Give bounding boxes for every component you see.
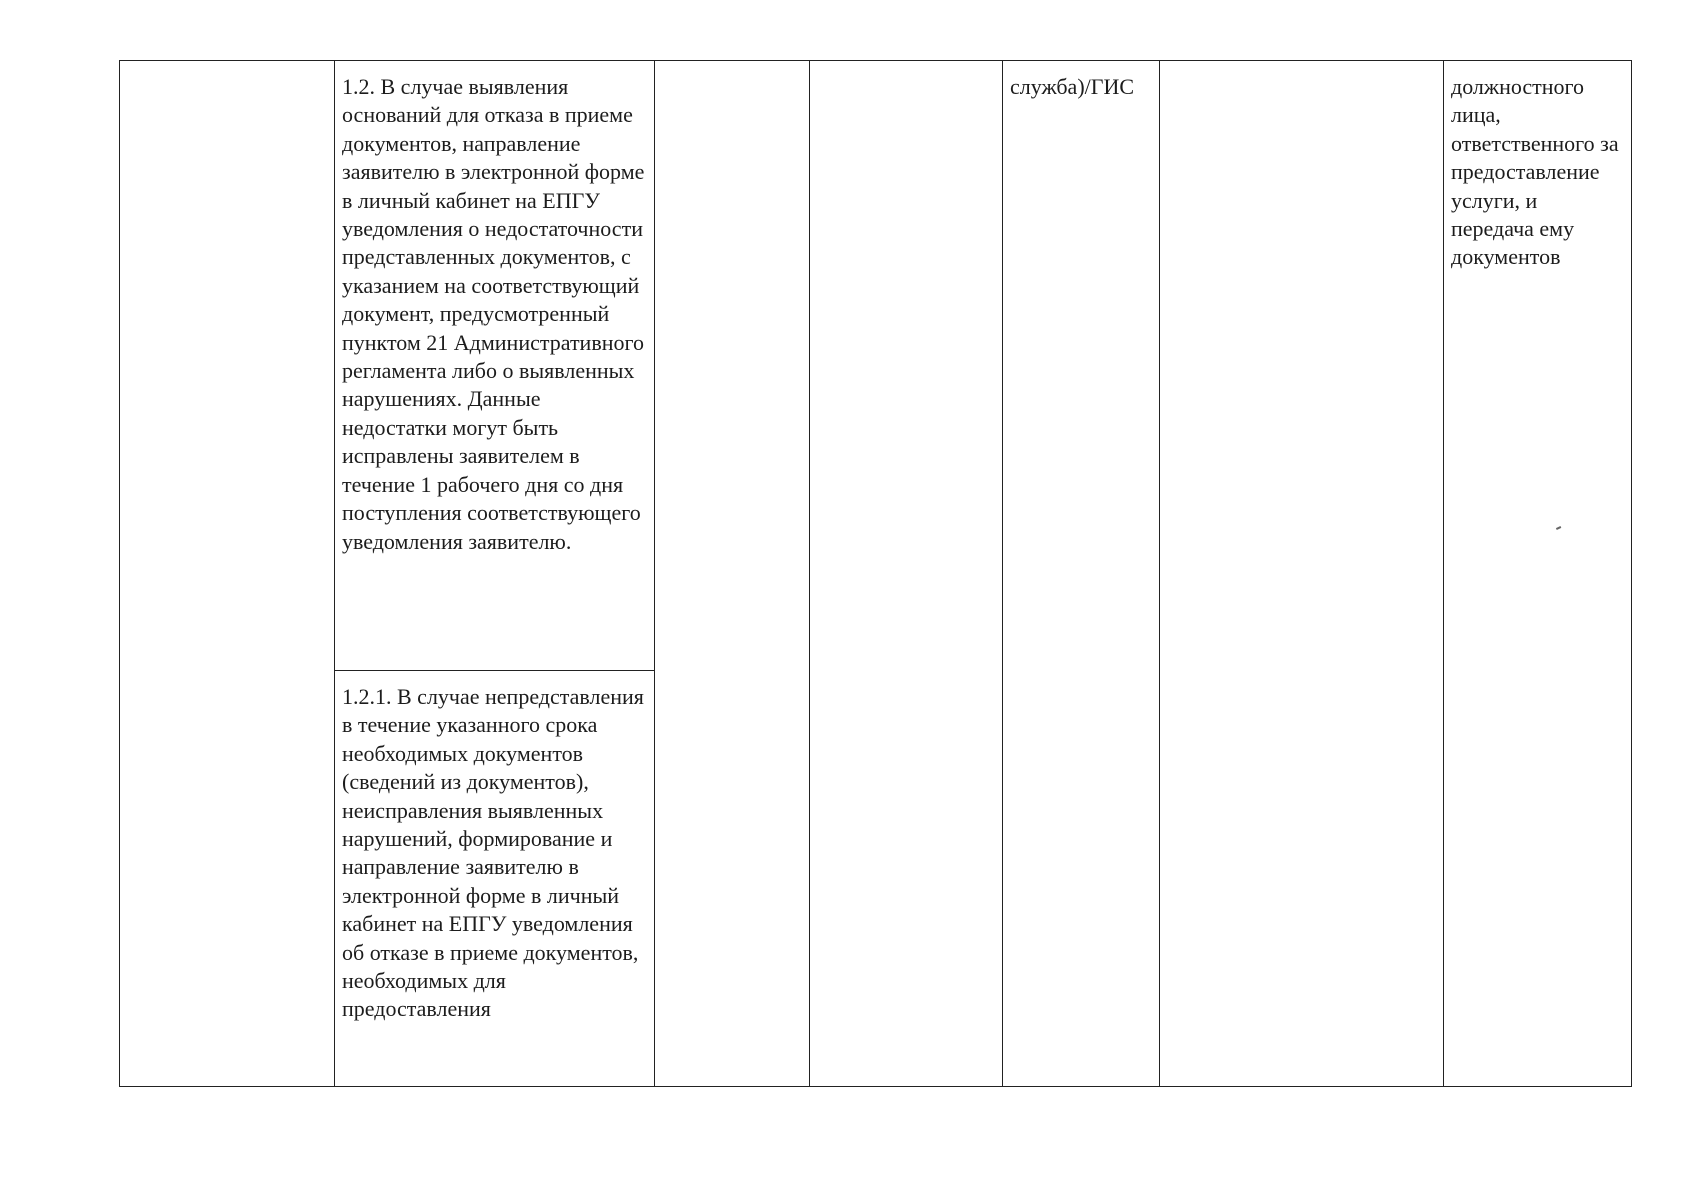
step-text-1-2-1: 1.2.1. В случае непредставления в течение указанного срока необходимых документов (сведений из документов), неисправления выявленных нарушений, формирование и направление заявителю в электронной форме в личный кабинет на ЕПГУ уведомления об отказе в приеме документов, необходимых для предоставления [342, 684, 644, 1022]
procedure-table [119, 60, 1632, 1087]
result-text: должностного лица, ответственного за предоставление услуги, и передача ему документов [1451, 74, 1619, 270]
step-text-1-2: 1.2. В случае выявления оснований для отказа в приеме документов, направление заявителю в электронной форме в личный кабинет на ЕПГУ уведомления о недостаточности представленных документов, с указанием на соответствующий документ, предусмотренный пунктом 21 Административного регламента либо о выявленных нарушениях. Данные недостатки могут быть исправлены заявителем в течение 1 рабочего дня со дня поступления соответствующего уведомления заявителю. [342, 74, 645, 554]
system-cell [1003, 61, 1160, 1087]
term-cell [810, 61, 1003, 1087]
criteria-cell [1160, 61, 1444, 1087]
system-text: служба)/ГИС [1010, 74, 1135, 99]
basis-cell [120, 61, 335, 1087]
responsible-cell [655, 61, 810, 1087]
step-cell-1-2 [335, 61, 655, 671]
step-cell-1-2-1 [335, 671, 655, 1087]
result-cell [1444, 61, 1632, 1087]
table-row [120, 61, 1632, 671]
